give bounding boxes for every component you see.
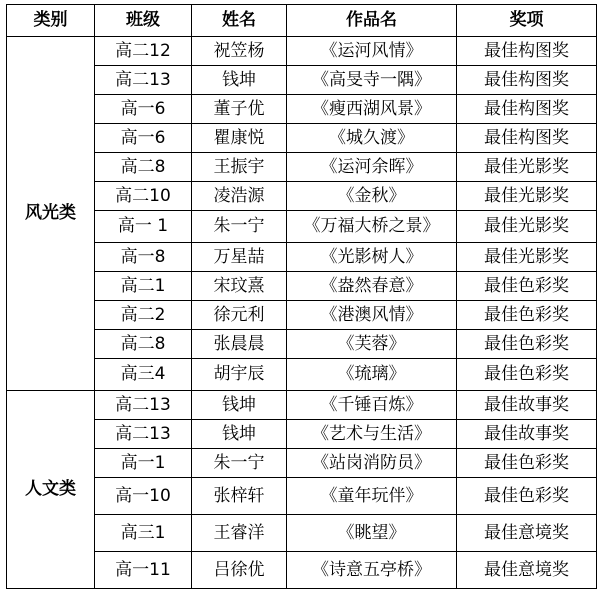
name-cell: 瞿康悦 xyxy=(192,124,287,153)
header-work-title: 作品名 xyxy=(287,5,457,37)
class-cell: 高一10 xyxy=(95,478,192,515)
award-cell: 最佳光影奖 xyxy=(457,182,597,211)
table-row xyxy=(7,515,597,552)
table-row xyxy=(7,301,597,330)
header-award: 奖项 xyxy=(457,5,597,37)
category-cell: 人文类 xyxy=(7,391,95,589)
table-row xyxy=(7,182,597,211)
name-cell: 王睿洋 xyxy=(192,515,287,552)
award-cell: 最佳光影奖 xyxy=(457,153,597,182)
award-table xyxy=(6,4,597,589)
category-cell: 风光类 xyxy=(7,37,95,391)
award-cell: 最佳故事奖 xyxy=(457,420,597,449)
table-row xyxy=(7,243,597,272)
table-row xyxy=(7,153,597,182)
award-cell: 最佳色彩奖 xyxy=(457,301,597,330)
name-cell: 钱坤 xyxy=(192,66,287,95)
class-cell: 高二13 xyxy=(95,66,192,95)
work-title-cell: 《光影树人》 xyxy=(287,243,457,272)
work-title-cell: 《运河余晖》 xyxy=(287,153,457,182)
class-cell: 高一8 xyxy=(95,243,192,272)
award-cell: 最佳意境奖 xyxy=(457,552,597,589)
name-cell: 宋玟熹 xyxy=(192,272,287,301)
work-title-cell: 《港澳风情》 xyxy=(287,301,457,330)
work-title-cell: 《艺术与生活》 xyxy=(287,420,457,449)
award-cell: 最佳色彩奖 xyxy=(457,272,597,301)
work-title-cell: 《童年玩伴》 xyxy=(287,478,457,515)
award-cell: 最佳构图奖 xyxy=(457,124,597,153)
header-name: 姓名 xyxy=(192,5,287,37)
table-row xyxy=(7,272,597,301)
work-title-cell: 《运河风情》 xyxy=(287,37,457,66)
name-cell: 朱一宁 xyxy=(192,449,287,478)
class-cell: 高二12 xyxy=(95,37,192,66)
class-cell: 高二10 xyxy=(95,182,192,211)
work-title-cell: 《瘦西湖风景》 xyxy=(287,95,457,124)
award-cell: 最佳构图奖 xyxy=(457,37,597,66)
class-cell: 高三1 xyxy=(95,515,192,552)
work-title-cell: 《诗意五亭桥》 xyxy=(287,552,457,589)
name-cell: 吕徐优 xyxy=(192,552,287,589)
name-cell: 万星喆 xyxy=(192,243,287,272)
table-row xyxy=(7,552,597,589)
class-cell: 高二13 xyxy=(95,420,192,449)
table-row xyxy=(7,449,597,478)
table-row xyxy=(7,359,597,391)
award-cell: 最佳色彩奖 xyxy=(457,478,597,515)
name-cell: 钱坤 xyxy=(192,391,287,420)
header-row xyxy=(7,5,597,37)
class-cell: 高二13 xyxy=(95,391,192,420)
work-title-cell: 《万福大桥之景》 xyxy=(287,211,457,243)
name-cell: 钱坤 xyxy=(192,420,287,449)
work-title-cell: 《千锤百炼》 xyxy=(287,391,457,420)
class-cell: 高三4 xyxy=(95,359,192,391)
class-cell: 高二8 xyxy=(95,330,192,359)
name-cell: 王振宇 xyxy=(192,153,287,182)
table-row xyxy=(7,66,597,95)
class-cell: 高一11 xyxy=(95,552,192,589)
award-cell: 最佳光影奖 xyxy=(457,243,597,272)
name-cell: 张梓轩 xyxy=(192,478,287,515)
table-row xyxy=(7,95,597,124)
work-title-cell: 《城久渡》 xyxy=(287,124,457,153)
award-cell: 最佳光影奖 xyxy=(457,211,597,243)
name-cell: 胡宇辰 xyxy=(192,359,287,391)
table-row xyxy=(7,420,597,449)
table-row xyxy=(7,124,597,153)
name-cell: 张晨晨 xyxy=(192,330,287,359)
name-cell: 祝笠杨 xyxy=(192,37,287,66)
award-cell: 最佳意境奖 xyxy=(457,515,597,552)
class-cell: 高二8 xyxy=(95,153,192,182)
name-cell: 董子优 xyxy=(192,95,287,124)
header-category: 类别 xyxy=(7,5,95,37)
header-class: 班级 xyxy=(95,5,192,37)
work-title-cell: 《芙蓉》 xyxy=(287,330,457,359)
table-row xyxy=(7,391,597,420)
work-title-cell: 《高旻寺一隅》 xyxy=(287,66,457,95)
award-cell: 最佳色彩奖 xyxy=(457,330,597,359)
award-cell: 最佳故事奖 xyxy=(457,391,597,420)
class-cell: 高一6 xyxy=(95,124,192,153)
class-cell: 高一 1 xyxy=(95,211,192,243)
work-title-cell: 《金秋》 xyxy=(287,182,457,211)
work-title-cell: 《眺望》 xyxy=(287,515,457,552)
table-row xyxy=(7,37,597,66)
name-cell: 凌浩源 xyxy=(192,182,287,211)
class-cell: 高二1 xyxy=(95,272,192,301)
award-cell: 最佳色彩奖 xyxy=(457,359,597,391)
work-title-cell: 《盎然春意》 xyxy=(287,272,457,301)
award-cell: 最佳构图奖 xyxy=(457,66,597,95)
work-title-cell: 《琉璃》 xyxy=(287,359,457,391)
name-cell: 徐元利 xyxy=(192,301,287,330)
table-row xyxy=(7,211,597,243)
class-cell: 高二2 xyxy=(95,301,192,330)
class-cell: 高一1 xyxy=(95,449,192,478)
work-title-cell: 《站岗消防员》 xyxy=(287,449,457,478)
name-cell: 朱一宁 xyxy=(192,211,287,243)
table-row xyxy=(7,478,597,515)
award-cell: 最佳色彩奖 xyxy=(457,449,597,478)
award-cell: 最佳构图奖 xyxy=(457,95,597,124)
table-row xyxy=(7,330,597,359)
class-cell: 高一6 xyxy=(95,95,192,124)
